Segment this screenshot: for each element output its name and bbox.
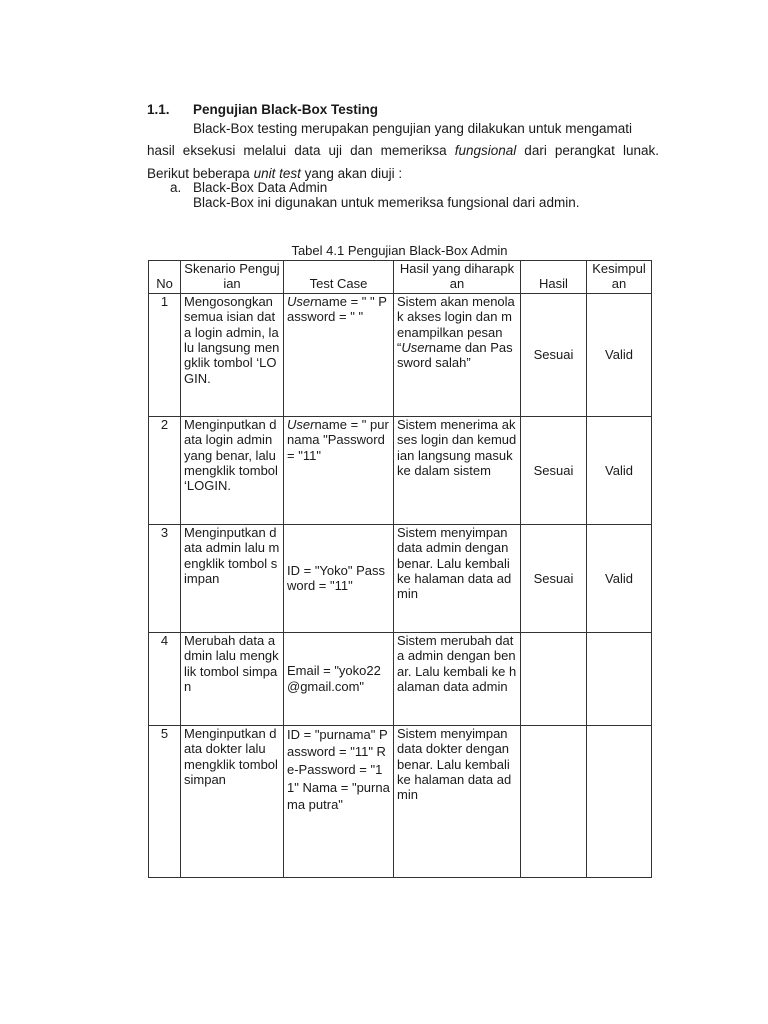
cell-no: 5 [149, 725, 181, 877]
cell-hasil: Sesuai [521, 293, 587, 416]
cell-test-case: ID = "purnama" Password = "11" Re-Password = "11" Nama = "purnama putra" [284, 725, 394, 877]
cell-skenario: Merubah data admin lalu mengklik tombol simpan [181, 632, 284, 725]
cell-no: 3 [149, 524, 181, 632]
cell-expected: Sistem akan menolak akses login dan menampilkan pesan “Username dan Password salah” [394, 293, 521, 416]
cell-kesimpulan [587, 725, 652, 877]
cell-test-case: Username = " purnama "Password = "11" [284, 416, 394, 524]
cell-expected: Sistem menerima akses login dan kemudian langsung masuk ke dalam sistem [394, 416, 521, 524]
cell-kesimpulan [587, 632, 652, 725]
cell-test-case: Email = "yoko22@gmail.com" [284, 632, 394, 725]
cell-no: 4 [149, 632, 181, 725]
header-skenario: Skenario Pengujian [181, 261, 284, 294]
header-test-case: Test Case [284, 261, 394, 294]
cell-skenario: Menginputkan data admin lalu mengklik tombol simpan [181, 524, 284, 632]
paragraph-line: Black-Box testing merupakan pengujian yang dilakukan untuk mengamati [193, 121, 633, 136]
cell-hasil [521, 725, 587, 877]
cell-hasil: Sesuai [521, 524, 587, 632]
cell-expected: Sistem menyimpan data admin dengan benar. Lalu kembali ke halaman data admin [394, 524, 521, 632]
cell-hasil [521, 632, 587, 725]
cell-test-case: Username = " " Password = " " [284, 293, 394, 416]
cell-no: 2 [149, 416, 181, 524]
cell-hasil: Sesuai [521, 416, 587, 524]
table-row [149, 725, 652, 877]
cell-kesimpulan: Valid [587, 293, 652, 416]
table-row [149, 293, 652, 416]
cell-skenario: Menginputkan data login admin yang benar, lalu mengklik tombol ‘LOGIN. [181, 416, 284, 524]
intro-text: Berikut beberapa unit test yang akan diuji : [147, 166, 403, 181]
cell-kesimpulan: Valid [587, 416, 652, 524]
table-caption: Tabel 4.1 Pengujian Black-Box Admin [291, 243, 508, 258]
table-row [149, 632, 652, 725]
sub-title: Black-Box Data Admin [193, 180, 328, 195]
table-row [149, 524, 652, 632]
header-hasil: Hasil [521, 261, 587, 294]
cell-no: 1 [149, 293, 181, 416]
sub-letter: a. [170, 180, 182, 195]
header-hasil-diharapkan: Hasil yang diharapkan [394, 261, 521, 294]
section-number: 1.1. [147, 102, 170, 117]
table-header-row [149, 261, 652, 294]
table-row [149, 416, 652, 524]
cell-expected: Sistem menyimpan data dokter dengan benar. Lalu kembali ke halaman data admin [394, 725, 521, 877]
sub-description: Black-Box ini digunakan untuk memeriksa fungsional dari admin. [193, 195, 580, 210]
cell-skenario: Mengosongkan semua isian data login admin, lalu langsung mengklik tombol ‘LOGIN. [181, 293, 284, 416]
cell-kesimpulan: Valid [587, 524, 652, 632]
cell-test-case: ID = "Yoko" Password = "11" [284, 524, 394, 632]
paragraph-line: hasil eksekusi melalui data uji dan memeriksa fungsional dari perangkat lunak. [147, 143, 659, 158]
cell-expected: Sistem merubah data admin dengan benar. Lalu kembali ke halaman data admin [394, 632, 521, 725]
cell-skenario: Menginputkan data dokter lalu mengklik tombol simpan [181, 725, 284, 877]
header-no: No [149, 261, 181, 294]
header-kesimpulan: Kesimpulan [587, 261, 652, 294]
section-title: Pengujian Black-Box Testing [193, 102, 379, 117]
test-table [148, 260, 652, 878]
